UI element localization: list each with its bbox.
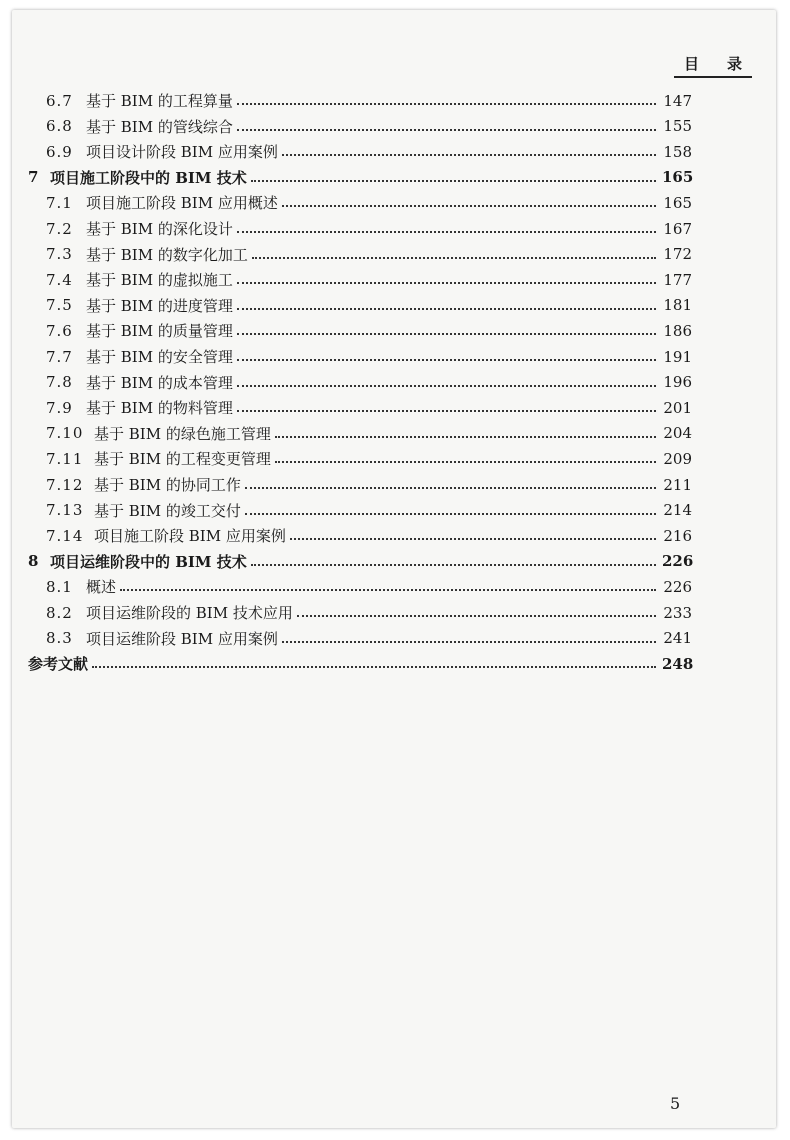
toc-entry-number: 8.3 [46, 629, 73, 648]
toc-entry-title: 项目施工阶段中的 BIM 技术 [50, 168, 247, 187]
running-header [674, 56, 752, 78]
toc-entry-page: 186 [663, 321, 692, 340]
toc-entry-title: 基于 BIM 的工程变更管理 [94, 450, 271, 469]
toc-leader-dots [275, 460, 656, 463]
toc-leader-dots [251, 563, 656, 566]
toc-section-row [46, 446, 692, 471]
toc-entry-page: 226 [663, 577, 692, 596]
toc-leader-dots [282, 640, 656, 643]
toc-entry-number: 7.7 [46, 347, 73, 366]
toc-leader-dots [237, 230, 656, 233]
toc-entry-number: 7.4 [46, 270, 73, 289]
toc-leader-dots [245, 486, 656, 489]
page-number: 5 [670, 1094, 681, 1113]
toc-section-row [46, 626, 692, 651]
toc-entry-page: 214 [663, 501, 692, 520]
toc-leader-dots [237, 307, 656, 310]
toc-entry-number: 7.10 [46, 424, 84, 443]
toc-chapter-row [28, 549, 692, 574]
toc-entry-page: 226 [662, 552, 694, 571]
toc-section-row [46, 293, 692, 318]
toc-references-row [28, 651, 692, 676]
toc-section-row [46, 242, 692, 267]
toc-leader-dots [245, 512, 656, 515]
toc-entry-number: 7.6 [46, 321, 73, 340]
toc-entry-page: 165 [662, 168, 694, 187]
toc-entry-number: 6.8 [46, 117, 73, 136]
toc-section-row [46, 370, 692, 395]
toc-entry-page: 172 [663, 245, 692, 264]
toc-entry-number: 7.12 [46, 475, 84, 494]
toc-entry-title: 基于 BIM 的管线综合 [86, 117, 233, 136]
toc-entry-number: 6.9 [46, 142, 73, 161]
toc-section-row [46, 421, 692, 446]
toc-leader-dots [237, 384, 656, 387]
toc-section-row [46, 523, 692, 548]
toc-section-row [46, 395, 692, 420]
toc-entry-title: 项目施工阶段 BIM 应用概述 [86, 194, 278, 213]
toc-entry-title: 基于 BIM 的进度管理 [86, 296, 233, 315]
toc-entry-page: 204 [663, 424, 692, 443]
toc-entry-number: 7.3 [46, 245, 73, 264]
toc-entry-title: 项目运维阶段中的 BIM 技术 [50, 552, 247, 571]
toc-entry-title: 基于 BIM 的协同工作 [94, 476, 241, 494]
toc-leader-dots [237, 409, 656, 412]
toc-entry-number: 7.9 [46, 398, 73, 417]
toc-leader-dots [282, 153, 656, 156]
toc-section-row [46, 190, 692, 215]
toc-leader-dots [237, 281, 656, 284]
toc-entry-page: 216 [663, 526, 692, 545]
toc-entry-page: 209 [663, 449, 692, 468]
toc-entry-page: 233 [663, 603, 692, 622]
toc-entry-title: 基于 BIM 的数字化加工 [86, 245, 248, 264]
toc-section-row [46, 600, 692, 625]
toc-entry-number: 7.14 [46, 526, 84, 545]
toc-leader-dots [92, 665, 656, 668]
toc-leader-dots [252, 256, 656, 259]
toc-entry-number: 8.1 [46, 577, 73, 596]
toc-section-row [46, 139, 692, 164]
toc-leader-dots [237, 332, 656, 335]
toc-entry-page: 248 [662, 654, 694, 673]
toc-entry-number: 7.2 [46, 219, 73, 238]
toc-entry-title: 参考文献 [28, 655, 89, 674]
toc-entry-page: 201 [663, 398, 692, 417]
header-right-char: 录 [726, 55, 742, 73]
toc-entry-page: 191 [663, 347, 692, 366]
toc-entry-number: 6.7 [46, 91, 73, 110]
toc-entry-page: 211 [663, 475, 692, 494]
toc-entry-number: 8 [28, 552, 40, 571]
toc-entry-page: 158 [663, 142, 692, 161]
toc-entry-title: 项目施工阶段 BIM 应用案例 [94, 527, 286, 546]
toc-section-row [46, 574, 692, 599]
toc-entry-title: 基于 BIM 的安全管理 [86, 348, 233, 366]
toc-entry-number: 7.8 [46, 373, 73, 392]
toc-entry-page: 155 [663, 117, 692, 136]
toc-chapter-row [28, 165, 692, 190]
toc-entry-page: 167 [663, 219, 692, 238]
toc-leader-dots [237, 358, 656, 361]
toc-entry-title: 项目运维阶段的 BIM 技术应用 [86, 604, 293, 622]
toc-section-row [46, 88, 692, 113]
toc-entry-title: 基于 BIM 的成本管理 [86, 373, 233, 392]
toc-entry-number: 7.1 [46, 193, 73, 212]
toc-section-row [46, 472, 692, 497]
toc-leader-dots [282, 204, 656, 207]
toc-entry-number: 8.2 [46, 603, 73, 622]
toc-entry-title: 基于 BIM 的竣工交付 [94, 501, 241, 520]
toc-entry-page: 181 [663, 296, 692, 315]
toc-leader-dots [237, 128, 656, 131]
toc-entry-title: 基于 BIM 的虚拟施工 [86, 271, 233, 290]
toc-leader-dots [251, 179, 656, 182]
toc-leader-dots [290, 537, 656, 540]
toc-section-row [46, 498, 692, 523]
header-left-char: 目 [684, 55, 700, 73]
toc-entry-title: 概述 [86, 578, 117, 597]
toc-entry-title: 基于 BIM 的绿色施工管理 [94, 424, 271, 443]
toc-entry-title: 基于 BIM 的质量管理 [86, 322, 233, 341]
toc-section-row [46, 344, 692, 369]
toc-entry-title: 基于 BIM 的物料管理 [86, 399, 233, 418]
toc-section-row [46, 114, 692, 139]
toc-entry-title: 项目运维阶段 BIM 应用案例 [86, 629, 278, 648]
toc-entry-page: 165 [663, 193, 692, 212]
toc-entry-page: 196 [663, 373, 692, 392]
toc-entry-number: 7 [28, 168, 40, 187]
toc-leader-dots [120, 588, 656, 591]
toc-entry-number: 7.13 [46, 501, 84, 520]
toc-entry-title: 基于 BIM 的深化设计 [86, 220, 233, 238]
toc-leader-dots [297, 614, 656, 617]
toc-leader-dots [237, 102, 656, 105]
toc-leader-dots [275, 435, 656, 438]
toc-entry-page: 177 [663, 270, 692, 289]
toc-entry-page: 241 [663, 629, 692, 648]
toc-entry-title: 项目设计阶段 BIM 应用案例 [86, 143, 278, 162]
toc-entry-number: 7.5 [46, 296, 73, 315]
toc-section-row [46, 318, 692, 343]
toc-section-row [46, 267, 692, 292]
toc-entry-page: 147 [663, 91, 692, 110]
toc-section-row [46, 216, 692, 241]
toc-entry-title: 基于 BIM 的工程算量 [86, 92, 233, 110]
toc-entry-number: 7.11 [46, 449, 84, 468]
